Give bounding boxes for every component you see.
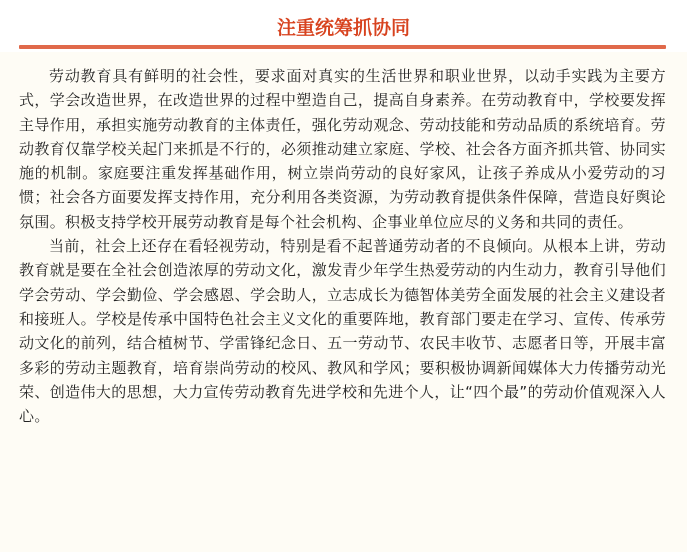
article-header: [0, 0, 687, 52]
section-title: 注重统筹抓协同: [276, 17, 410, 39]
paragraph-1: 劳动教育具有鲜明的社会性，要求面对真实的生活世界和职业世界，以动手实践为主要方式，学会改造世界，在改造世界的过程中塑造自己，提高自身素养。在劳动教育中，学校要发挥主导作用，承担实施劳动教育的主体责任，强化劳动观念、劳动技能和劳动品质的系统培育。劳动教育仅靠学校关起门来抓是不行的，必须推动建立家庭、学校、社会各方面齐抓共管、协同实施的机制。家庭要注重发挥基础作用，树立崇尚劳动的良好家风，让孩子养成从小爱劳动的习惯；社会各方面要发挥支持作用，充分利用各类资源，为劳动教育提供条件保障，营造良好舆论氛围。积极支持学校开展劳动教育是每个社会机构、企事业单位应尽的义务和共同的责任。: [19, 67, 666, 231]
title-underline: [19, 45, 666, 49]
paragraph-2: 当前，社会上还存在看轻视劳动，特别是看不起普通劳动者的不良倾向。从根本上讲，劳动教育就是要在全社会创造浓厚的劳动文化，激发青少年学生热爱劳动的内生动力，教育引导他们学会劳动、学会勤俭、学会感恩、学会助人，立志成长为德智体美劳全面发展的社会主义建设者和接班人。学校是传承中国特色社会主义文化的重要阵地，教育部门要走在学习、宣传、传承劳动文化的前列，结合植树节、学雷锋纪念日、五一劳动节、农民丰收节、志愿者日等，开展丰富多彩的劳动主题教育，培育崇尚劳动的校风、教风和学风；要积极协调新闻媒体大力传播劳动光荣、创造伟大的思想，大力宣传劳动教育先进学校和先进个人，让“四个最”的劳动价值观深入人心。: [19, 237, 666, 426]
article-body: [19, 64, 666, 428]
